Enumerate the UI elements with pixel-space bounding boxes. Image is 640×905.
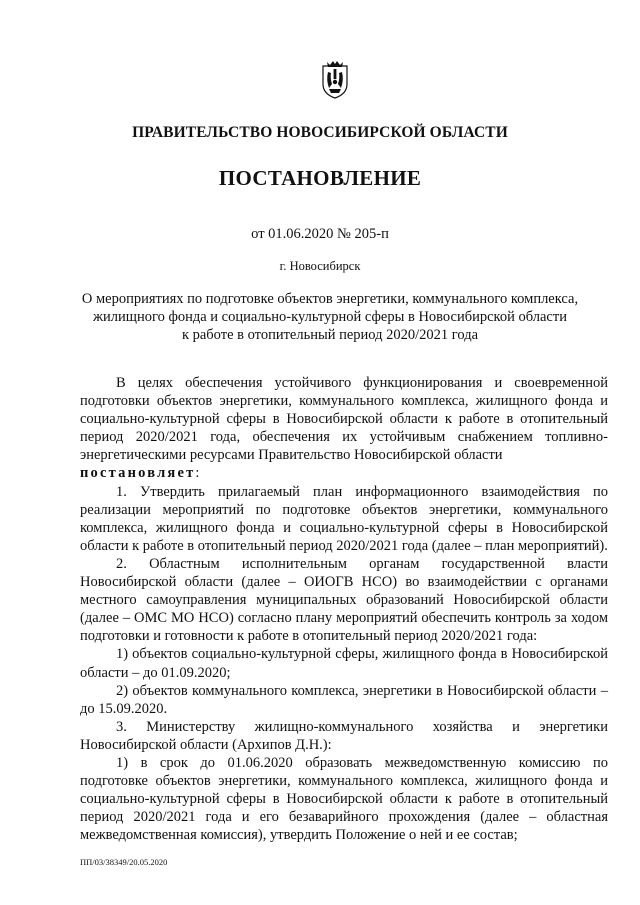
decree-line [80,464,608,482]
body-paragraph: 1) в срок до 01.06.2020 образовать межведомственную комиссию по подготовке объектов энергетики, коммунального комплекса, жилищного фонда и социально-культурной сферы в Новосибирской области к работе в отопительный период 2020/2021 года и его безаварийного прохождения (далее – областная межведомственная комиссия), утвердить Положение о ней и ее состав; [80,754,608,844]
body-paragraph: 1) объектов социально-культурной сферы, жилищного фонда в Новосибирской области – до 01.09.2020; [80,646,608,681]
document-type-title: ПОСТАНОВЛЕНИЕ [218,166,422,190]
body-paragraph: 1. Утвердить прилагаемый план информационного взаимодействия по реализации мероприятий по подготовке объектов энергетики, коммунального комплекса, жилищного фонда и социально-культурной сферы в Новосибирской области к работе в отопительный период 2020/2021 года (далее – план мероприятий). [80,483,608,554]
preamble-paragraph [80,374,608,464]
body-paragraph: 2) объектов коммунального комплекса, энергетики в Новосибирской области – до 15.09.2020. [80,682,608,717]
decree-word: постановляет [80,465,196,482]
document-subject [60,290,600,344]
document-body [80,374,608,844]
subject-line: к работе в отопительный период 2020/2021 года [181,327,479,343]
subject-line: жилищного фонда и социально-культурной сферы в Новосибирской области [93,309,567,325]
coat-of-arms-icon [318,58,352,100]
government-name: ПРАВИТЕЛЬСТВО НОВОСИБИРСКОЙ ОБЛАСТИ [132,124,508,141]
document-date-number: от 01.06.2020 № 205-п [251,226,389,242]
body-paragraph: 2. Областным исполнительным органам государственной власти Новосибирской области (далее – ОИОГВ НСО) во взаимодействии с органами местного самоуправления муниципальных образований Новосибирской области (далее – ОМС МО НСО) согласно плану мероприятий обеспечить контроль за ходом подготовки и готовности к работе в отопительный период 2020/2021 года: [80,555,608,645]
document-city: г. Новосибирск [279,259,361,273]
decree-punct: : [195,465,200,482]
preamble-text: В целях обеспечения устойчивого функционирования и своевременной подготовки объектов энергетики, коммунального комплекса, жилищного фонда и социально-культурной сферы в Новосибирской области к работе в отопительный период 2020/2021 года, обеспечения их устойчивым снабжением топливно-энергетическими ресурсами Правительство Новосибирской области [80,375,608,464]
document-footer-code: ПП/03/38349/20.05.2020 [80,857,168,867]
body-paragraph: 3. Министерству жилищно-коммунального хозяйства и энергетики Новосибирской области (Архипов Д.Н.): [80,718,608,753]
subject-line: О мероприятиях по подготовке объектов энергетики, коммунального комплекса, [81,291,579,307]
